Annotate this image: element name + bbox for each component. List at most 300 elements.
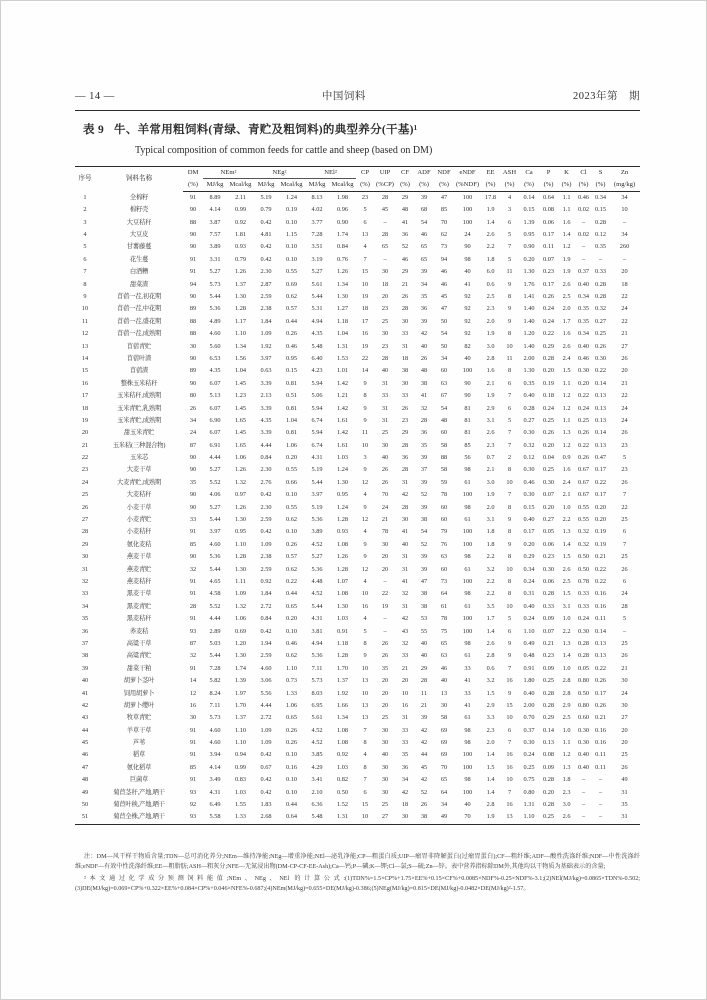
- cell-value-6: 1.30: [337, 478, 349, 486]
- cell-value-14: 5: [507, 416, 512, 424]
- cell-value-11: 58: [440, 466, 448, 474]
- cell-value-10: 35: [420, 441, 428, 449]
- cell-value-18: –: [581, 813, 586, 821]
- cell-no: 4: [83, 231, 87, 239]
- cell-value-12: 98: [464, 739, 471, 747]
- cell-value-6: 1.04: [337, 330, 349, 338]
- unit-Zn: (mg/kg): [609, 179, 640, 191]
- cell-value-1: 8.24: [209, 689, 221, 697]
- cell-value-10: 52: [420, 491, 428, 499]
- cell-value-5: 5.61: [311, 280, 323, 288]
- table-row: [75, 613, 640, 625]
- cell-value-15: 0.49: [523, 639, 535, 647]
- cell-value-19: 0.13: [595, 416, 607, 424]
- cell-value-20: 26: [621, 478, 628, 486]
- unit-UIP: (%CP): [374, 179, 396, 191]
- cell-value-5: 8.03: [311, 689, 323, 697]
- cell-value-5: 4.35: [311, 330, 323, 338]
- cell-value-6: 1.28: [337, 565, 349, 573]
- cell-value-1: 6.90: [209, 416, 221, 424]
- cell-value-7: 5: [363, 627, 367, 635]
- footnotes: [75, 853, 640, 896]
- cell-feed-name: 稻草: [132, 751, 146, 759]
- cell-value-17: 2.3: [562, 788, 571, 796]
- cell-value-9: 41: [401, 218, 409, 226]
- cell-value-3: 1.94: [260, 639, 272, 647]
- cell-value-9: 41: [401, 578, 409, 585]
- cell-value-3: 5.56: [260, 689, 272, 697]
- cell-value-18: 0.40: [578, 751, 590, 759]
- cell-value-1: 7.11: [209, 701, 221, 709]
- cell-value-0: 90: [189, 466, 197, 474]
- cell-value-8: 26: [381, 639, 389, 647]
- cell-value-1: 4.58: [209, 590, 221, 598]
- cell-value-17: 2.6: [562, 813, 571, 821]
- cell-value-12: 81: [464, 429, 471, 437]
- cell-value-1: 6.91: [209, 441, 221, 449]
- cell-value-15: 0.20: [523, 255, 535, 263]
- cell-value-7: 8: [363, 739, 367, 747]
- cell-value-1: 5.13: [209, 392, 221, 400]
- cell-feed-name: 巨菌草: [129, 776, 149, 784]
- cell-value-8: 30: [381, 540, 389, 548]
- cell-value-15: 1.10: [523, 813, 535, 821]
- cell-value-16: 0.25: [543, 416, 555, 424]
- cell-value-12: 41: [464, 677, 471, 685]
- cell-feed-name: 玉米青贮,乳熟期: [116, 404, 162, 412]
- cell-value-14: 9: [507, 639, 512, 647]
- cell-value-7: 9: [363, 404, 367, 412]
- cell-value-18: 0.80: [578, 701, 590, 709]
- cell-value-16: 0.25: [543, 813, 555, 821]
- cell-value-7: 4: [363, 528, 367, 536]
- cell-value-18: 0.33: [578, 590, 590, 598]
- cell-value-1: 5.36: [209, 305, 221, 313]
- cell-value-8: 25: [381, 317, 389, 325]
- col-nutrient-ASH: ASH: [502, 168, 517, 176]
- table-row: [75, 749, 640, 761]
- cell-value-3: 2.59: [260, 565, 272, 573]
- cell-no: 46: [81, 751, 89, 759]
- cell-feed-name: 大麦干草: [126, 466, 152, 474]
- unit-S: (%): [592, 179, 609, 191]
- cell-value-15: 1.80: [523, 677, 535, 685]
- cell-value-12: 98: [464, 255, 471, 263]
- cell-value-11: 34: [440, 354, 448, 362]
- cell-value-18: 0.40: [578, 763, 590, 771]
- cell-no: 18: [81, 404, 89, 412]
- cell-value-19: 0.13: [595, 639, 607, 647]
- cell-value-13: 2.0: [486, 317, 495, 325]
- cell-value-16: 0.09: [543, 763, 555, 771]
- cell-value-19: 0.16: [595, 739, 607, 747]
- cell-value-17: 1.2: [562, 243, 571, 251]
- cell-value-3: 1.09: [260, 540, 272, 548]
- cell-value-20: 24: [621, 416, 628, 424]
- cell-value-0: 93: [189, 627, 197, 635]
- cell-value-3: 0.42: [260, 218, 272, 226]
- cell-value-14: 9: [507, 317, 512, 325]
- cell-value-13: 0.6: [486, 664, 495, 672]
- cell-no: 16: [81, 379, 89, 387]
- cell-feed-name: 大麦秸秆: [126, 491, 152, 499]
- cell-value-17: 1.1: [562, 379, 571, 387]
- table-row: [75, 390, 640, 402]
- cell-value-9: 43: [401, 627, 409, 635]
- cell-value-14: 5: [507, 231, 512, 239]
- col-dm-unit: (%): [183, 179, 203, 191]
- cell-value-16: 0.22: [543, 330, 555, 338]
- cell-value-18: 0.50: [578, 689, 590, 697]
- cell-value-11: 58: [440, 441, 448, 449]
- cell-value-11: 59: [440, 478, 448, 486]
- cell-value-13: 3.0: [486, 342, 495, 350]
- cell-no: 35: [81, 615, 89, 623]
- cell-value-18: –: [581, 255, 586, 263]
- cell-value-6: 0.95: [337, 491, 349, 499]
- unit-energy-0-0: MJ/kg: [203, 179, 227, 191]
- cell-value-1: 6.07: [209, 404, 221, 412]
- cell-no: 6: [83, 255, 87, 263]
- table-wrapper: [75, 166, 640, 825]
- cell-value-13: 1.8: [486, 528, 495, 536]
- cell-value-5: 2.10: [311, 788, 323, 796]
- cell-value-13: 3.1: [486, 416, 495, 424]
- cell-value-0: 91: [189, 268, 197, 276]
- cell-value-2: 1.30: [234, 293, 247, 301]
- cell-value-14: 8: [507, 578, 512, 585]
- cell-value-9: 23: [401, 416, 409, 424]
- cell-value-5: 5.48: [311, 342, 323, 350]
- cell-value-1: 3.94: [209, 751, 221, 759]
- cell-no: 31: [81, 565, 89, 573]
- cell-value-6: 1.34: [337, 280, 349, 288]
- issue-label: 2023年第 期: [573, 91, 640, 102]
- cell-value-10: 53: [420, 615, 428, 623]
- cell-value-2: 1.23: [234, 392, 247, 400]
- cell-value-6: 1.08: [337, 590, 349, 598]
- cell-value-11: 13: [440, 689, 448, 697]
- cell-value-4: 0.16: [285, 763, 298, 771]
- cell-value-3: 2.68: [260, 813, 272, 821]
- cell-value-16: 0.28: [543, 689, 555, 697]
- cell-value-13: 2.9: [486, 404, 495, 412]
- table-row: [75, 626, 640, 638]
- cell-feed-name: 燕麦青贮: [126, 565, 152, 573]
- cell-value-13: 1.9: [486, 392, 495, 400]
- cell-value-7: 11: [361, 429, 369, 437]
- table-row: [75, 204, 640, 216]
- cell-value-8: 45: [381, 206, 389, 214]
- cell-value-4: 0.55: [285, 503, 298, 511]
- cell-value-11: 63: [440, 652, 448, 660]
- cell-value-9: 31: [401, 565, 409, 573]
- cell-value-12: 100: [462, 218, 473, 226]
- cell-value-14: 10: [506, 478, 513, 486]
- cell-value-3: 0.92: [260, 578, 272, 585]
- cell-value-15: 0.37: [523, 726, 535, 734]
- cell-value-3: 0.67: [260, 763, 272, 771]
- cell-value-5: 5.61: [311, 714, 323, 722]
- cell-value-1: 5.27: [209, 268, 221, 276]
- cell-value-2: 1.28: [234, 553, 247, 561]
- cell-value-6: 0.82: [337, 776, 349, 784]
- cell-value-4: 0.10: [285, 776, 298, 784]
- cell-feed-name: 黑麦青贮: [126, 602, 152, 610]
- cell-value-17: 2.2: [562, 627, 571, 635]
- cell-value-9: 26: [401, 293, 409, 301]
- cell-value-13: 2.3: [486, 726, 495, 734]
- cell-value-13: 1.9: [486, 491, 495, 499]
- cell-value-11: 63: [440, 553, 448, 561]
- cell-value-14: 11: [506, 354, 513, 362]
- cell-value-8: 30: [381, 776, 389, 784]
- cell-value-13: 2.9: [486, 701, 495, 709]
- cell-value-13: 2.2: [486, 243, 495, 251]
- cell-value-10: 65: [420, 255, 428, 263]
- cell-value-13: 2.6: [486, 429, 495, 437]
- table-row: [75, 328, 640, 340]
- cell-value-18: 0.02: [578, 231, 590, 239]
- cell-value-0: 90: [189, 379, 197, 387]
- cell-value-14: 15: [506, 701, 513, 709]
- col-nutrient-NDF: NDF: [437, 168, 451, 176]
- cell-value-4: 0.66: [285, 478, 298, 486]
- cell-no: 1: [83, 193, 87, 201]
- cell-value-10: 29: [420, 664, 428, 672]
- cell-value-10: 28: [420, 416, 428, 424]
- cell-value-4: 0.46: [285, 342, 298, 350]
- cell-value-5: 5.44: [311, 478, 323, 486]
- cell-value-5: 3.51: [311, 243, 323, 251]
- cell-value-20: –: [622, 255, 627, 263]
- cell-value-10: 26: [420, 801, 428, 809]
- cell-value-3: 0.42: [260, 751, 272, 759]
- cell-value-0: 90: [189, 354, 197, 362]
- cell-value-16: 0.28: [543, 801, 555, 809]
- cell-value-14: 10: [506, 776, 513, 784]
- cell-value-14: 11: [506, 268, 513, 276]
- cell-value-4: 1.15: [285, 231, 298, 239]
- cell-value-6: 1.08: [337, 739, 349, 747]
- cell-value-2: 1.45: [234, 404, 247, 412]
- cell-value-15: 0.32: [523, 441, 535, 449]
- cell-value-1: 5.52: [209, 602, 221, 610]
- cell-value-18: –: [581, 788, 586, 796]
- cell-value-5: 4.52: [311, 726, 323, 734]
- cell-value-6: 1.53: [337, 354, 349, 362]
- cell-value-4: 0.81: [285, 379, 298, 387]
- cell-value-10: 54: [420, 528, 428, 536]
- cell-value-2: 1.17: [234, 317, 247, 325]
- cell-value-14: 5: [507, 255, 512, 263]
- cell-value-0: 90: [189, 293, 197, 301]
- cell-value-1: 7.57: [209, 231, 221, 239]
- cell-value-10: 39: [420, 503, 428, 511]
- cell-value-5: 5.36: [311, 652, 323, 660]
- col-nutrient-ADF: ADF: [417, 168, 431, 176]
- cell-value-20: 22: [621, 392, 628, 400]
- cell-value-7: 4: [363, 243, 367, 251]
- cell-value-10: 44: [420, 751, 428, 759]
- cell-value-17: 1.6: [562, 330, 571, 338]
- cell-value-0: 90: [189, 454, 197, 462]
- cell-value-13: 1.9: [486, 330, 495, 338]
- cell-value-12: 81: [464, 404, 471, 412]
- cell-value-11: 45: [440, 293, 448, 301]
- cell-value-9: 31: [401, 478, 409, 486]
- cell-value-17: 1.1: [562, 739, 571, 747]
- cell-value-2: 1.70: [234, 701, 247, 709]
- cell-value-13: 6.0: [486, 268, 495, 276]
- table-row: [75, 663, 640, 675]
- table-row: [75, 811, 640, 824]
- cell-value-5: 5.73: [311, 677, 323, 685]
- cell-value-9: 10: [401, 689, 409, 697]
- cell-value-5: 5.31: [311, 305, 323, 313]
- cell-no: 10: [81, 305, 89, 313]
- cell-value-10: 38: [420, 602, 428, 610]
- col-nutrient-K: K: [564, 168, 569, 176]
- cell-value-6: 0.76: [337, 255, 349, 263]
- cell-value-8: 30: [381, 330, 389, 338]
- cell-value-15: 0.30: [523, 429, 535, 437]
- cell-value-9: 30: [401, 516, 409, 524]
- cell-value-2: 1.32: [234, 478, 247, 486]
- cell-value-19: 0.12: [595, 231, 607, 239]
- cell-value-15: 1.10: [523, 627, 535, 635]
- cell-value-6: 0.50: [337, 788, 349, 796]
- cell-value-1: 4.65: [209, 578, 221, 585]
- cell-value-0: 80: [189, 392, 197, 400]
- cell-value-17: 2.6: [562, 280, 571, 288]
- cell-value-13: 2.1: [486, 466, 495, 474]
- table-row: [75, 588, 640, 600]
- cell-value-5: 3.41: [311, 776, 323, 784]
- cell-value-5: 4.94: [311, 639, 323, 647]
- cell-value-15: 0.31: [523, 590, 535, 598]
- cell-value-4: 0.55: [285, 466, 298, 474]
- unit-energy-1-0: MJ/kg: [254, 179, 278, 191]
- cell-value-19: –: [598, 788, 603, 796]
- cell-value-6: 0.92: [337, 751, 349, 759]
- cell-value-10: 65: [420, 243, 428, 251]
- cell-value-12: 100: [462, 751, 473, 759]
- cell-no: 9: [83, 293, 87, 301]
- cell-value-3: 2.76: [260, 478, 272, 486]
- cell-value-17: 0.9: [562, 454, 571, 462]
- cell-value-12: 82: [464, 342, 471, 350]
- cell-value-8: –: [383, 615, 387, 623]
- cell-value-0: 89: [189, 305, 197, 313]
- cell-value-15: 0.12: [523, 454, 535, 462]
- cell-value-15: 0.35: [523, 379, 535, 387]
- cell-value-3: 3.06: [260, 677, 272, 685]
- cell-value-2: 1.10: [234, 540, 247, 548]
- cell-value-0: 91: [189, 615, 197, 623]
- cell-value-19: 0.26: [595, 342, 607, 350]
- cell-value-0: 88: [189, 218, 197, 226]
- cell-value-11: 48: [440, 416, 448, 424]
- cell-value-10: 54: [420, 218, 428, 226]
- cell-value-14: 8: [507, 553, 512, 561]
- cell-value-0: 91: [189, 751, 197, 759]
- cell-feed-name: 菊苣茎秆,产地,晒干: [113, 788, 165, 796]
- cell-value-1: 3.97: [209, 528, 221, 536]
- cell-value-7: 4: [363, 491, 367, 499]
- cell-value-4: 0.95: [285, 354, 298, 362]
- col-feed-name: 饲料名称: [125, 175, 153, 183]
- cell-no: 7: [83, 268, 87, 276]
- cell-value-2: 0.97: [234, 491, 247, 499]
- cell-value-1: 4.60: [209, 739, 221, 747]
- cell-value-18: 0.50: [578, 565, 590, 573]
- cell-value-16: 0.14: [543, 726, 555, 734]
- cell-value-17: 1.0: [562, 503, 571, 511]
- cell-value-11: 73: [440, 578, 448, 585]
- table-title-en: Typical composition of common feeds for cattle and sheep (based on DM): [135, 145, 433, 156]
- cell-value-20: 6: [622, 528, 627, 536]
- cell-value-14: 5: [507, 615, 512, 623]
- cell-value-20: 31: [621, 813, 628, 821]
- cell-value-17: 2.5: [562, 714, 571, 722]
- col-energy-group-1: NEg²: [254, 167, 305, 179]
- cell-value-7: 8: [363, 392, 367, 400]
- cell-value-4: 0.22: [285, 578, 298, 585]
- cell-value-13: 1.7: [486, 615, 495, 623]
- cell-value-10: 37: [420, 466, 428, 474]
- cell-value-20: 22: [621, 503, 628, 511]
- cell-value-1: 4.14: [209, 763, 221, 771]
- cell-value-13: 17.8: [485, 193, 497, 201]
- cell-value-19: 0.28: [595, 218, 607, 226]
- cell-value-1: 5.52: [209, 478, 221, 486]
- cell-value-3: 4.35: [260, 416, 272, 424]
- cell-value-19: 0.32: [595, 305, 607, 313]
- cell-value-2: 1.39: [234, 677, 247, 685]
- cell-value-18: 0.55: [578, 503, 590, 511]
- cell-value-17: 2.8: [562, 677, 571, 685]
- cell-value-5: 4.31: [311, 454, 323, 462]
- cell-value-2: 1.32: [234, 602, 247, 610]
- cell-value-3: 2.30: [260, 268, 272, 276]
- cell-value-0: 24: [189, 429, 197, 437]
- cell-value-2: 1.97: [234, 689, 247, 697]
- cell-value-9: 33: [401, 392, 409, 400]
- unit-CF: (%): [396, 179, 414, 191]
- unit-energy-2-1: Mcal/kg: [329, 179, 356, 191]
- cell-no: 45: [81, 739, 89, 747]
- cell-value-20: 31: [621, 788, 628, 796]
- unit-ASH: (%): [500, 179, 519, 191]
- cell-value-19: 0.11: [595, 751, 606, 759]
- cell-value-9: 36: [401, 231, 409, 239]
- cell-value-15: 0.29: [523, 553, 535, 561]
- cell-value-16: 0.07: [543, 255, 555, 263]
- cell-value-2: 0.99: [234, 206, 247, 214]
- cell-value-6: 1.30: [337, 293, 349, 301]
- cell-value-20: 30: [621, 701, 628, 709]
- cell-value-13: 1.4: [486, 776, 495, 784]
- cell-value-8: 20: [381, 701, 389, 709]
- cell-value-2: 0.69: [234, 627, 247, 635]
- cell-value-18: 0.78: [578, 578, 590, 585]
- cell-value-13: 3.1: [486, 516, 495, 524]
- cell-value-16: 0.11: [543, 243, 554, 251]
- cell-value-5: 3.19: [311, 255, 323, 263]
- cell-value-15: 1.41: [523, 293, 535, 301]
- cell-value-17: 1.4: [562, 652, 571, 660]
